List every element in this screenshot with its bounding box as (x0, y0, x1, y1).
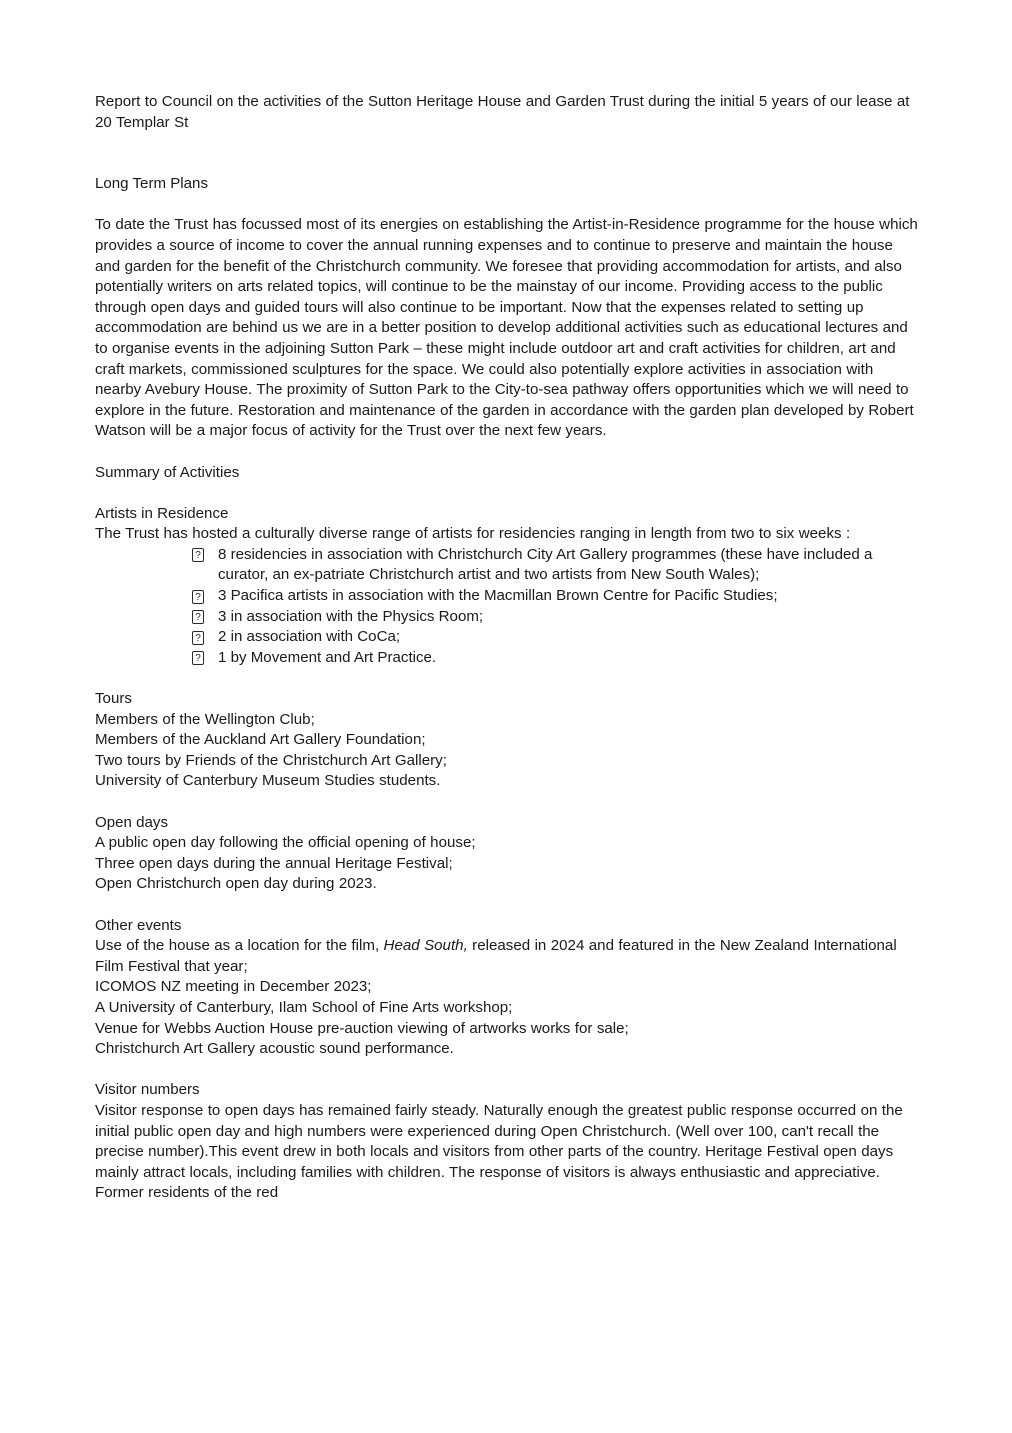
list-item-label: 3 in association with the Physics Room; (218, 607, 484, 625)
missing-glyph-box-icon: ? (192, 651, 204, 665)
document-body (95, 92, 921, 1204)
film-line-suffix: released in 2024 and featured in the New Zealand International Film Festival that year; (95, 937, 897, 975)
section-heading-artists-in-residence: Artists in Residence (95, 504, 229, 522)
section-heading-tours: Tours (95, 690, 132, 708)
tours-line: Members of the Wellington Club; (95, 710, 315, 728)
open-days-line: Three open days during the annual Heritage Festival; (95, 854, 453, 872)
film-title: Head South, (383, 937, 468, 955)
spacer (95, 442, 921, 463)
visitor-numbers-body: Visitor response to open days has remained fairly steady. Naturally enough the greatest public response occurred on the initial public open day and high numbers were experienced during Open Christchurch. (Well over 100, can't recall the precise number).This event drew in both locals and visitors from other parts of the country. Heritage Festival open days mainly attract locals, including families with children. The response of visitors is always enthusiastic and appreciative. Former residents of the red (95, 1101, 903, 1202)
spacer (95, 1060, 921, 1081)
list-item (95, 648, 921, 669)
spacer (95, 668, 921, 689)
list-item-label: 8 residencies in association with Christchurch City Art Gallery programmes (these have included a curator, an ex-patriate Christchurch artist and two artists from New South Wales); (218, 545, 873, 584)
missing-glyph-box-icon: ? (192, 610, 204, 624)
open-days-line: Open Christchurch open day during 2023. (95, 875, 377, 893)
document-title-paragraph: Report to Council on the activities of the Sutton Heritage House and Garden Trust during the initial 5 years of our lease at 20 Templar St (95, 93, 910, 131)
artists-in-residence-bullet-list (95, 545, 921, 669)
spacer (95, 792, 921, 813)
section-heading-visitor-numbers: Visitor numbers (95, 1081, 200, 1099)
list-item-label: 3 Pacifica artists in association with the Macmillan Brown Centre for Pacific Studies; (218, 587, 778, 605)
list-item (95, 607, 921, 628)
missing-glyph-box-icon: ? (192, 590, 204, 604)
tours-line: Members of the Auckland Art Gallery Foundation; (95, 731, 426, 749)
film-line-prefix: Use of the house as a location for the film, (95, 937, 384, 955)
missing-glyph-box-icon: ? (192, 548, 204, 562)
other-events-line: A University of Canterbury, Ilam School of Fine Arts workshop; (95, 998, 513, 1016)
list-item (95, 545, 921, 586)
section-heading-open-days: Open days (95, 813, 168, 831)
other-events-film-line (95, 936, 921, 977)
long-term-plans-body: To date the Trust has focussed most of its energies on establishing the Artist-in-Residence programme for the house which provides a source of income to cover the annual running expenses and to continue to preserve and maintain the house and garden for the benefit of the Christchurch community. We foresee that providing accommodation for artists, and also potentially writers on arts related topics, will continue to be the mainstay of our income. Providing access to the public through open days and guided tours will also continue to be important. Now that the expenses related to setting up accommodation are behind us we are in a better position to develop additional activities such as educational lectures and to organise events in the adjoining Sutton Park – these might include outdoor art and craft activities for children, art and craft markets, commissioned sculptures for the space. We could also potentially explore activities in association with nearby Avebury House. The proximity of Sutton Park to the City-to-sea pathway offers opportunities which we will need to explore in the future. Restoration and maintenance of the garden in accordance with the garden plan developed by Robert Watson will be a major focus of activity for the Trust over the next few years. (95, 216, 918, 440)
section-heading-other-events: Other events (95, 916, 182, 934)
section-heading-long-term-plans: Long Term Plans (95, 175, 208, 193)
list-item-label: 1 by Movement and Art Practice. (218, 648, 437, 666)
section-heading-summary-of-activities: Summary of Activities (95, 463, 240, 481)
missing-glyph-box-icon: ? (192, 631, 204, 645)
spacer (95, 483, 921, 504)
tours-line: Two tours by Friends of the Christchurch Art Gallery; (95, 751, 447, 769)
list-item (95, 627, 921, 648)
other-events-line: ICOMOS NZ meeting in December 2023; (95, 978, 372, 996)
spacer (95, 895, 921, 916)
spacer (95, 133, 921, 174)
spacer (95, 195, 921, 216)
other-events-line: Venue for Webbs Auction House pre-auction viewing of artworks works for sale; (95, 1019, 629, 1037)
list-item-label: 2 in association with CoCa; (218, 628, 401, 646)
other-events-line: Christchurch Art Gallery acoustic sound performance. (95, 1040, 454, 1058)
tours-line: University of Canterbury Museum Studies students. (95, 772, 441, 790)
open-days-line: A public open day following the official opening of house; (95, 834, 476, 852)
artists-in-residence-intro: The Trust has hosted a culturally diverse range of artists for residencies ranging in length from two to six weeks : (95, 525, 851, 543)
list-item (95, 586, 921, 607)
